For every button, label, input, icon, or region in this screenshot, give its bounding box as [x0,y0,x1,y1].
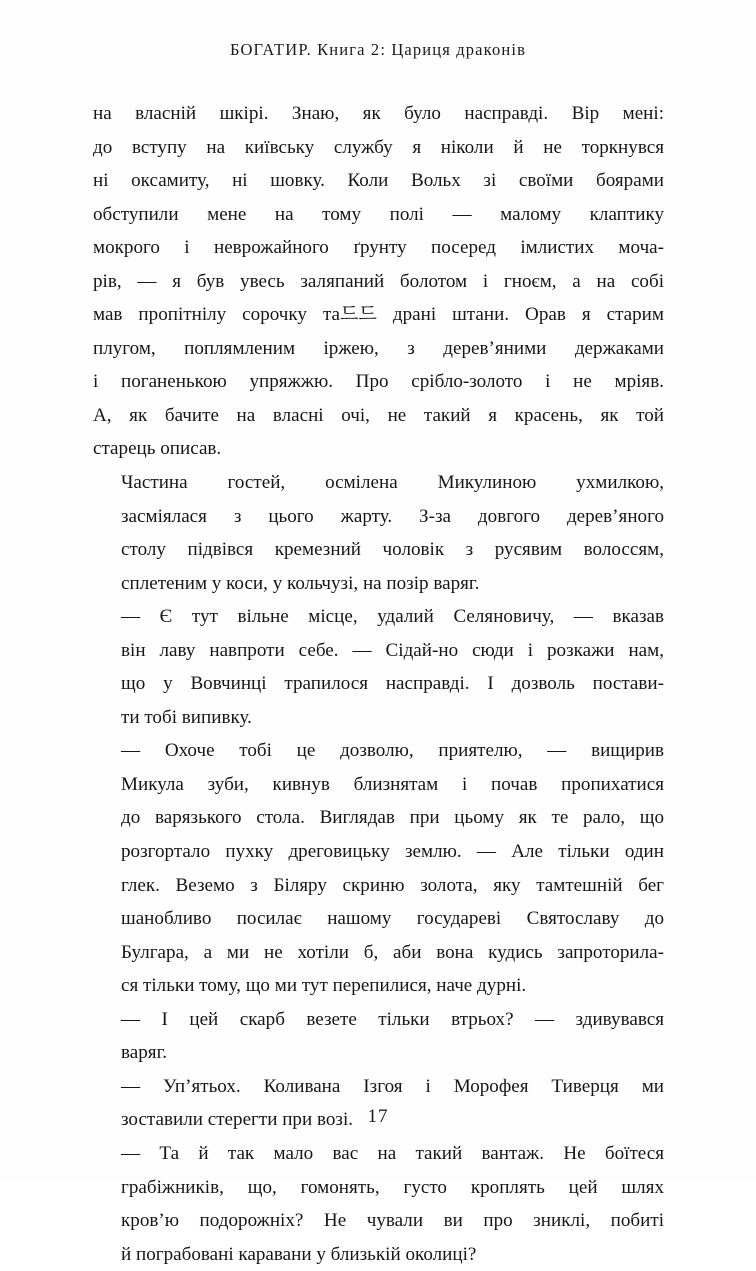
text-line: — І цей скарб везете тільки втрьох? — здивувався [121,1008,664,1030]
text-line: старець описав. [93,438,222,460]
running-header-text: БОГАТИР. Книга 2: Цариця драконів [229,40,527,59]
body-text-block [93,97,664,1271]
text-line: обступили мене на тому полі — малому клаптику [93,203,664,225]
text-line: мокрого і неврожайного ґрунту посеред імлистих моча- [93,237,664,259]
text-line: і поганенькою упряжжю. Про срібло-золото і не мріяв. [93,371,664,393]
text-line: плугом, поплямленим іржею, з дерев’яними держаками [93,337,664,359]
page-number: 17 [367,1106,389,1127]
text-line: шанобливо посилає нашому государеві Святославу до [121,908,664,930]
text-line: варяг. [121,1042,168,1064]
text-line: зоставили стерегти при возі. [121,1109,354,1131]
text-line: Частина гостей, осмілена Микулиною ухмилкою, [121,472,664,494]
text-line: сплетеним у коси, у кольчузі, на позір варяг. [121,572,480,594]
text-line: — Є тут вільне місце, удалий Селяновичу, — вказав [121,606,664,628]
text-line: ні оксамиту, ні шовку. Коли Вольх зі своїми боярами [93,170,664,192]
paragraph [93,466,664,600]
paragraph [93,97,664,466]
text-line: мав пропітнілу сорочку та드드 драні штани. Орав я старим [93,304,664,326]
running-header [93,40,663,60]
text-line: глек. Веземо з Біляру скриню золота, яку тамтешній бег [121,874,664,896]
text-line: рів, — я був увесь заляпаний болотом і гноєм, а на собі [93,270,664,292]
text-line: — Охоче тобі це дозволю, приятелю, — вищирив [121,740,664,762]
text-line: ся тільки тому, що ми тут перепилися, наче дурні. [121,975,527,997]
text-line: грабіжників, що, гомонять, густо кроплять цей шлях [121,1176,664,1198]
text-line: кров’ю подорожніх? Не чували ви про зниклі, побиті [121,1210,664,1232]
text-line: Микула зуби, кивнув близнятам і почав пропихатися [121,773,664,795]
text-line: розгортало пухку дреговицьку землю. — Але тільки один [121,841,664,863]
text-line: Булгара, а ми не хотіли б, аби вона кудись запроторила- [121,941,664,963]
paragraph [93,600,664,734]
text-line: А, як бачите на власні очі, не такий я красень, як той [93,404,664,426]
text-line: що у Вовчинці трапилося насправді. І дозволь постави- [121,673,664,695]
text-line: — Та й так мало вас на такий вантаж. Не боїтеся [121,1142,664,1164]
text-line: й пограбовані каравани у близькій околиці? [121,1243,477,1265]
text-line: столу підвівся кремезний чоловік з русявим волоссям, [121,539,664,561]
text-line: засміялася з цього жарту. З-за довгого дерев’яного [121,505,664,527]
paragraph [93,1003,664,1070]
text-line: він лаву навпроти себе. — Сідай-но сюди і розкажи нам, [121,639,664,661]
text-line: до вступу на київську службу я ніколи й не торкнувся [93,136,664,158]
paragraph [93,734,664,1002]
page-folio [0,1104,756,1130]
paragraph [93,1137,664,1271]
text-line: до варязького стола. Виглядав при цьому як те рало, що [121,807,664,829]
text-line: — Уп’ятьох. Коливана Ізгоя і Морофея Тиверця ми [121,1075,664,1097]
text-line: на власній шкірі. Знаю, як було насправді. Вір мені: [93,103,664,124]
text-line: ти тобі випивку. [121,706,252,728]
